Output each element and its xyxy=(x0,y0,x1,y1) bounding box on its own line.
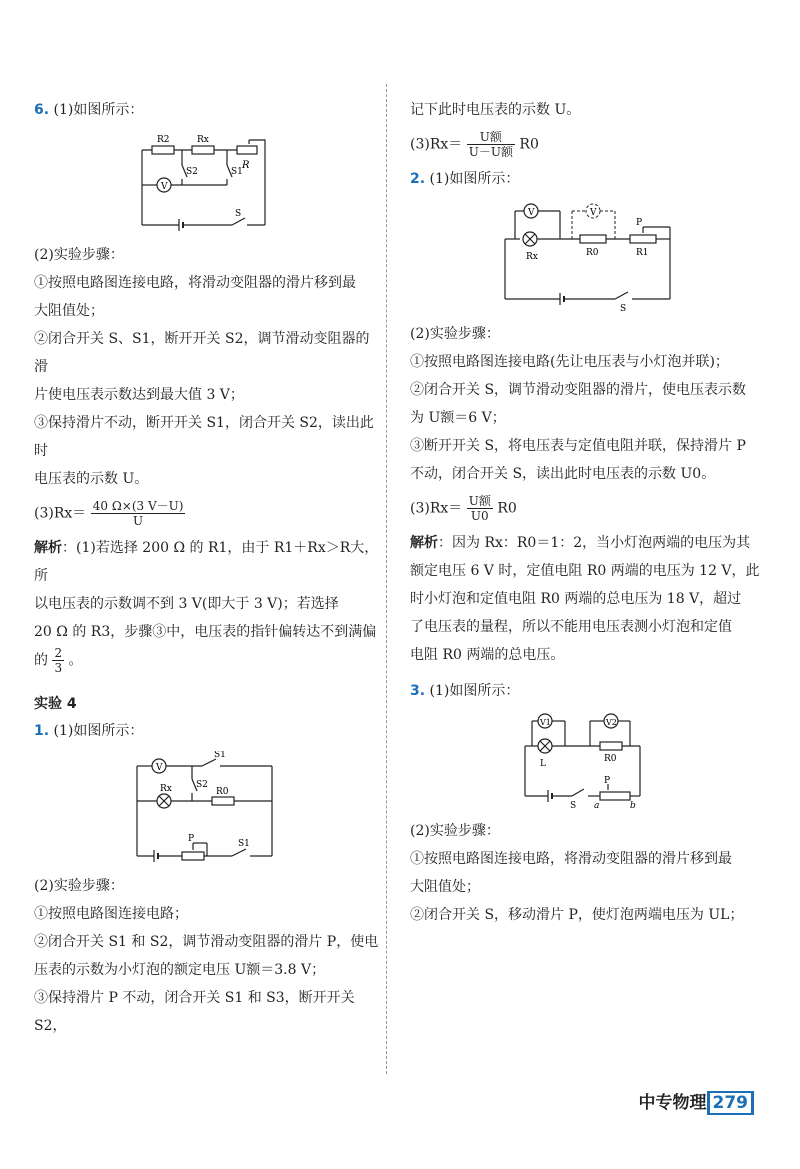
label-s: S xyxy=(570,801,577,811)
label-b: b xyxy=(630,801,636,811)
left-column xyxy=(34,96,379,1040)
q1-heading xyxy=(34,717,379,745)
q6-step3-line2: 电压表的示数 U。 xyxy=(34,471,149,487)
q1-step2-line2: 压表的示数为小灯泡的额定电压 U额＝3.8 V； xyxy=(34,962,326,978)
q1-steps-heading: (2)实验步骤： xyxy=(34,878,124,894)
q1-step3-line1: ③保持滑片 P 不动，闭合开关 S1 和 S3，断开开关 S2， xyxy=(34,990,355,1034)
label-s1b: S1 xyxy=(237,839,250,849)
q6-analysis-label: 解析 xyxy=(34,540,62,556)
rheostat xyxy=(237,146,257,154)
page-footer xyxy=(639,1088,755,1113)
rheostat xyxy=(600,792,630,800)
q2-analysis-line4: 了电压表的量程，所以不能用电压表测小灯泡和定值 xyxy=(410,619,732,635)
label-rx: Rx xyxy=(159,784,172,794)
label-p: P xyxy=(604,776,611,786)
q6-step1-line1: ①按照电路图连接电路，将滑动变阻器的滑片移到最 xyxy=(34,275,356,291)
q6-analysis-line4 xyxy=(34,646,379,675)
q3-number: 3. xyxy=(410,683,426,699)
q3-steps-heading: (2)实验步骤： xyxy=(410,823,500,839)
q2-heading xyxy=(410,165,770,193)
q1-step2-line1: ②闭合开关 S1 和 S2，调节滑动变阻器的滑片 P，使电 xyxy=(34,934,379,950)
q6-analysis-numerator: 2 xyxy=(54,646,63,660)
label-r0: R0 xyxy=(604,754,617,764)
q2-part1: (1)如图所示： xyxy=(429,171,520,187)
r3-formula-numerator: U额 xyxy=(467,130,515,145)
q6-analysis-suffix: 。 xyxy=(68,652,83,669)
r3-formula-suffix: R0 xyxy=(519,136,539,153)
q2-formula-denominator: U0 xyxy=(470,509,489,523)
label-r2: R2 xyxy=(156,135,170,145)
label-s: S xyxy=(620,304,627,314)
label-rx: Rx xyxy=(526,252,538,262)
q2-analysis-text1: ：因为 Rx：R0＝1：2，当小灯泡两端的电压为其 xyxy=(438,535,751,551)
q6-step1-line2: 大阻值处； xyxy=(34,303,104,319)
q6-part1: (1)如图所示： xyxy=(53,102,144,118)
q2-formula-suffix: R0 xyxy=(497,500,517,517)
q2-step2-line2: 为 U额＝6 V； xyxy=(410,410,506,426)
label-r0: R0 xyxy=(215,787,229,797)
q6-analysis-line3: 20 Ω 的 R3，步骤③中，电压表的指针偏转达不到满偏 xyxy=(34,624,377,640)
rx-resistor xyxy=(192,146,214,154)
q1-step1: ①按照电路图连接电路； xyxy=(34,906,188,922)
q6-heading xyxy=(34,96,379,124)
q6-analysis-line2: 以电压表的示数调不到 3 V(即大于 3 V)；若选择 xyxy=(34,596,339,612)
r0-resistor xyxy=(212,797,234,805)
q6-analysis-denominator: 3 xyxy=(54,661,63,675)
label-v2: V xyxy=(590,208,597,218)
r2-resistor xyxy=(152,146,174,154)
q3-step1-line1: ①按照电路图连接电路，将滑动变阻器的滑片移到最 xyxy=(410,851,732,867)
r3-formula xyxy=(410,130,770,159)
label-v1: V xyxy=(528,208,535,218)
label-l: L xyxy=(540,759,546,769)
label-a: a xyxy=(594,801,600,811)
q2-formula-prefix: (3)Rx＝ xyxy=(410,500,463,517)
q2-formula xyxy=(410,494,770,523)
q1-circuit-diagram xyxy=(132,751,282,866)
label-s2: S2 xyxy=(195,780,208,790)
q3-part1: (1)如图所示： xyxy=(429,683,520,699)
q2-formula-numerator: U额 xyxy=(468,494,491,508)
q2-analysis-line2: 额定电压 6 V 时，定值电阻 R0 两端的电压为 12 V，此 xyxy=(410,563,760,579)
label-s2: S2 xyxy=(185,167,198,177)
r0-resistor xyxy=(580,235,606,243)
r0-resistor xyxy=(600,742,622,750)
r3-formula-fraction xyxy=(467,130,515,159)
q6-analysis-text1: ：(1)若选择 200 Ω 的 R1，由于 R1＋Rx＞R大，所 xyxy=(34,540,379,584)
r1-rheostat xyxy=(630,235,656,243)
q2-analysis-line1 xyxy=(410,529,770,557)
rheostat xyxy=(182,852,204,860)
label-p: P xyxy=(636,218,643,228)
label-r0: R0 xyxy=(586,248,599,258)
q6-number: 6. xyxy=(34,102,50,118)
q2-analysis-line3: 时小灯泡和定值电阻 R0 两端的总电压为 18 V，超过 xyxy=(410,591,742,607)
label-v1: V1 xyxy=(540,718,551,727)
label-s: S xyxy=(234,209,241,219)
q3-circuit-diagram xyxy=(520,711,660,811)
q2-step3-line2: 不动，闭合开关 S，读出此时电压表的示数 U0。 xyxy=(410,466,716,482)
q2-number: 2. xyxy=(410,171,426,187)
label-p: P xyxy=(187,834,194,844)
label-v: V xyxy=(155,763,162,773)
label-rx: Rx xyxy=(196,135,209,145)
column-divider xyxy=(386,84,387,1074)
q3-heading xyxy=(410,677,770,705)
q6-step3-line1: ③保持滑片不动，断开开关 S1，闭合开关 S2，读出此时 xyxy=(34,415,374,459)
label-v2: V2 xyxy=(606,718,617,727)
q6-step2-line2: 片使电压表示数达到最大值 3 V； xyxy=(34,387,244,403)
q6-formula xyxy=(34,499,379,528)
right-top-line: 记下此时电压表的示数 U。 xyxy=(410,102,581,118)
q6-formula-denominator: U xyxy=(133,514,144,528)
q6-formula-fraction xyxy=(91,499,186,528)
q3-step2: ②闭合开关 S，移动滑片 P，使灯泡两端电压为 UL； xyxy=(410,907,744,923)
right-column xyxy=(410,96,770,929)
book-title: 中专物理 xyxy=(638,1093,707,1113)
q1-part1: (1)如图所示： xyxy=(53,723,144,739)
q6-steps-heading: (2)实验步骤： xyxy=(34,247,124,263)
q2-analysis-label: 解析 xyxy=(410,535,438,551)
r3-formula-prefix: (3)Rx＝ xyxy=(410,136,463,153)
label-r1: R1 xyxy=(636,248,649,258)
label-s1: S1 xyxy=(230,167,243,177)
q6-step2-line1: ②闭合开关 S、S1，断开开关 S2，调节滑动变阻器的滑 xyxy=(34,331,370,375)
q6-analysis-text4: 的 xyxy=(34,652,48,669)
q2-formula-fraction xyxy=(467,494,493,523)
label-v: V xyxy=(160,182,167,192)
q2-circuit-diagram xyxy=(500,199,680,314)
q2-step2-line1: ②闭合开关 S，调节滑动变阻器的滑片，使电压表示数 xyxy=(410,382,747,398)
q3-step1-line2: 大阻值处； xyxy=(410,879,480,895)
label-r: R xyxy=(241,160,250,171)
section-heading-4: 实验 4 xyxy=(34,696,77,712)
r3-formula-denominator: U－U额 xyxy=(468,145,513,159)
q6-formula-numerator: 40 Ω×(3 V－U) xyxy=(92,499,184,513)
q2-step1: ①按照电路图连接电路(先让电压表与小灯泡并联)； xyxy=(410,354,729,370)
label-s1: S1 xyxy=(213,751,226,760)
q6-circuit-diagram xyxy=(137,130,277,235)
q6-formula-prefix: (3)Rx＝ xyxy=(34,505,87,522)
q6-analysis-line1 xyxy=(34,534,379,590)
q6-analysis-fraction xyxy=(52,646,64,675)
q1-number: 1. xyxy=(34,723,50,739)
q2-steps-heading: (2)实验步骤： xyxy=(410,326,500,342)
q2-analysis-line5: 电阻 R0 两端的总电压。 xyxy=(410,647,565,663)
page-number: 279 xyxy=(707,1091,755,1115)
q2-step3-line1: ③断开开关 S，将电压表与定值电阻并联，保持滑片 P xyxy=(410,438,746,454)
